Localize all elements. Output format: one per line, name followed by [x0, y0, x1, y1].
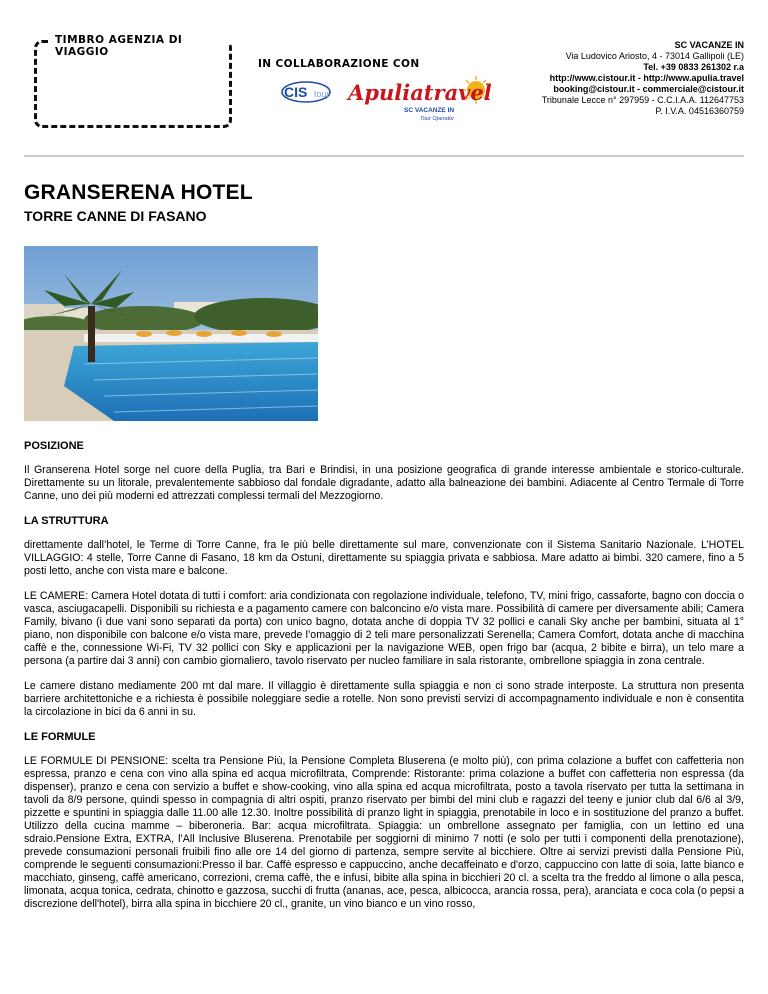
cistour-logo	[282, 82, 330, 102]
logo-tour-text: tour	[314, 89, 330, 99]
stamp-label: TIMBRO AGENZIA DI VIAGGIO	[51, 34, 229, 58]
struttura-paragraph-camere: LE CAMERE: Camera Hotel dotata di tutti i comfort: aria condizionata con regolazione individuale, telefono, TV, mini frigo, cassaforte, bagno con doccia o vasca, asciugacapelli. Disponibili su richiesta e a pagamento camere con balconcino e/o vista mare. Possibilità di camere per diversamente abili; Camera Family, bivano (i due vani sono separati da porta) con unico bagno, dotata anche di doppia TV 32 pollici e canali Sky anche per bambini, situata al 1° piano, non disponibile con balcone e/o vista mare, prevede l’omaggio di 2 teli mare personalizzati Serenella; Camera Comfort, dotata anche di macchina caffè e the, connessione Wi-Fi, TV 32 pollici con Sky e applicazioni per la navigazione WEB, open frigo bar (acqua, 2 bibite e birra), un telo mare a persona (a partire dai 3 anni) con cambio giornaliero, tavolo riservato per nucleo familiare in sala ristorante, ombrellone spiaggia in zona centrale.	[24, 590, 744, 667]
company-name: SC VACANZE IN	[674, 40, 744, 50]
logo-sc-text: SC VACANZE IN	[404, 107, 455, 114]
section-heading-formule: LE FORMULE	[24, 731, 96, 743]
section-heading-struttura: LA STRUTTURA	[24, 515, 109, 527]
document-content	[24, 440, 744, 923]
company-info	[444, 40, 744, 117]
logo-apulia-text: Apuliatravel	[348, 80, 492, 105]
company-tribunale: Tribunale Lecce n° 297959 - C.C.I.A.A. 112647753	[541, 95, 744, 105]
company-address: Via Ludovico Ariosto, 4 - 73014 Gallipoli (LE)	[565, 51, 744, 61]
formule-paragraph: LE FORMULE DI PENSIONE: scelta tra Pensione Più, la Pensione Completa Bluserena (e molto più), con prima colazione a buffet con caffetteria non espressa, pranzo e cena con vino alla spina ed acqua microfiltrata, Comprende: Ristorante: prima colazione a buffet con caffetteria non espressa (da dispenser), pranzo e cena con servizio a buffet e show-cooking, vino alla spina ed acqua microfiltrata, posto a tavola riservato per tutta la settimana in tavoli da 8/9 persone, quindi spesso in compagnia di altri ospiti, pranzo riservato per bimbi del mini club e ragazzi del teeny e junior club dal 6/6 al 3/9, pizzette e spuntini in spiaggia dalle 11.00 alle 12.30. Inoltre possibilità di pranzo light in spiaggia, prenotabile in loco e in sostituzione del pranzo a buffet. Utilizzo della cucina mamme – biberoneria. Bar: acqua microfiltrata. Spiaggia: un ombrellone assegnato per famiglia, con un lettino ed una sdraio.Pensione Extra, EXTRA, l’All Inclusive Bluserena. Prenotabile per soggiorni di minimo 7 notti (e solo per tutti i componenti della prenotazione), prevede consumazioni personali fruibili fino alle ore 14 del giorno di partenza, sempre servite al bicchiere. Oltre ai servizi previsti dalla Pensione Più, comprende le seguenti consumazioni:Presso il bar. Caffè espresso e cappuccino, anche decaffeinato e d'orzo, cappuccino con latte di soia, latte bianco e macchiato, ginseng, caffè americano, correzioni, crema caffè, the e infusi, bibite alla spina in bicchieri 20 cl. a scelta tra the freddo al limone o alla pesca, limonata, acqua tonica, cedrata, chinotto e gazzosa, succhi di frutta (ananas, ace, pesca, albicocca, arancia rossa, pera), aranciata e coca cola (o pepsi a discrezione dell'hotel), birra alla spina in bicchiere 20 cl., granite, un vino bianco e un vino rosso,	[24, 755, 744, 910]
company-web[interactable]: http://www.cistour.it - http://www.apulia.travel	[549, 73, 744, 83]
section-heading-posizione: POSIZIONE	[24, 440, 84, 452]
posizione-paragraph: Il Granserena Hotel sorge nel cuore della Puglia, tra Bari e Brindisi, in una posizione geografica di grande interesse ambientale e storico-culturale. Direttamente su un litorale, prevalentemente sabbioso dal fondale digradante, adatto alla balneazione dei bambini. Adiacente al Centro Termale di Torre Canne, uno dei più moderni ed attrezzati complessi termali del Mezzogiorno.	[24, 464, 744, 502]
company-piva: P. I.V.A. 04516360759	[655, 106, 744, 116]
struttura-paragraph-3: Le camere distano mediamente 200 mt dal mare. Il villaggio è direttamente sulla spiaggia e non ci sono strade interposte. La struttura non presenta barriere architettoniche e a richiesta è possibile noleggiare sedie a rotelle. Non sono previsti servizi di accompagnamento individuale e non è consentita la circolazione in bici da 6 anni in su.	[24, 680, 744, 718]
logo-cis-text: CIS	[284, 84, 308, 100]
company-tel: Tel. +39 0833 261302 r.a	[643, 62, 744, 72]
collaboration-label: IN COLLABORAZIONE CON	[258, 58, 420, 70]
struttura-paragraph-1: direttamente dall’hotel, le Terme di Torre Canne, fra le più belle direttamente sul mare, convenzionate con il Sistema Sanitario Nazionale. L’HOTEL VILLAGGIO: 4 stelle, Torre Canne di Fasano, 18 km da Ostuni, direttamente su spiaggia privata e sabbiosa. Mare adatto ai bimbi. 320 camere, fino a 5 posti letto, anche con vista mare e balcone.	[24, 539, 744, 577]
company-email[interactable]: booking@cistour.it - commerciale@cistour.it	[553, 84, 744, 94]
hotel-pool-photo	[24, 246, 318, 421]
hotel-location: TORRE CANNE DI FASANO	[24, 208, 207, 224]
logo-tour-operator-text: Tour Operator	[420, 116, 455, 122]
hotel-title: GRANSERENA HOTEL	[24, 181, 253, 204]
header-divider	[24, 155, 744, 157]
agency-stamp-box	[34, 34, 232, 128]
